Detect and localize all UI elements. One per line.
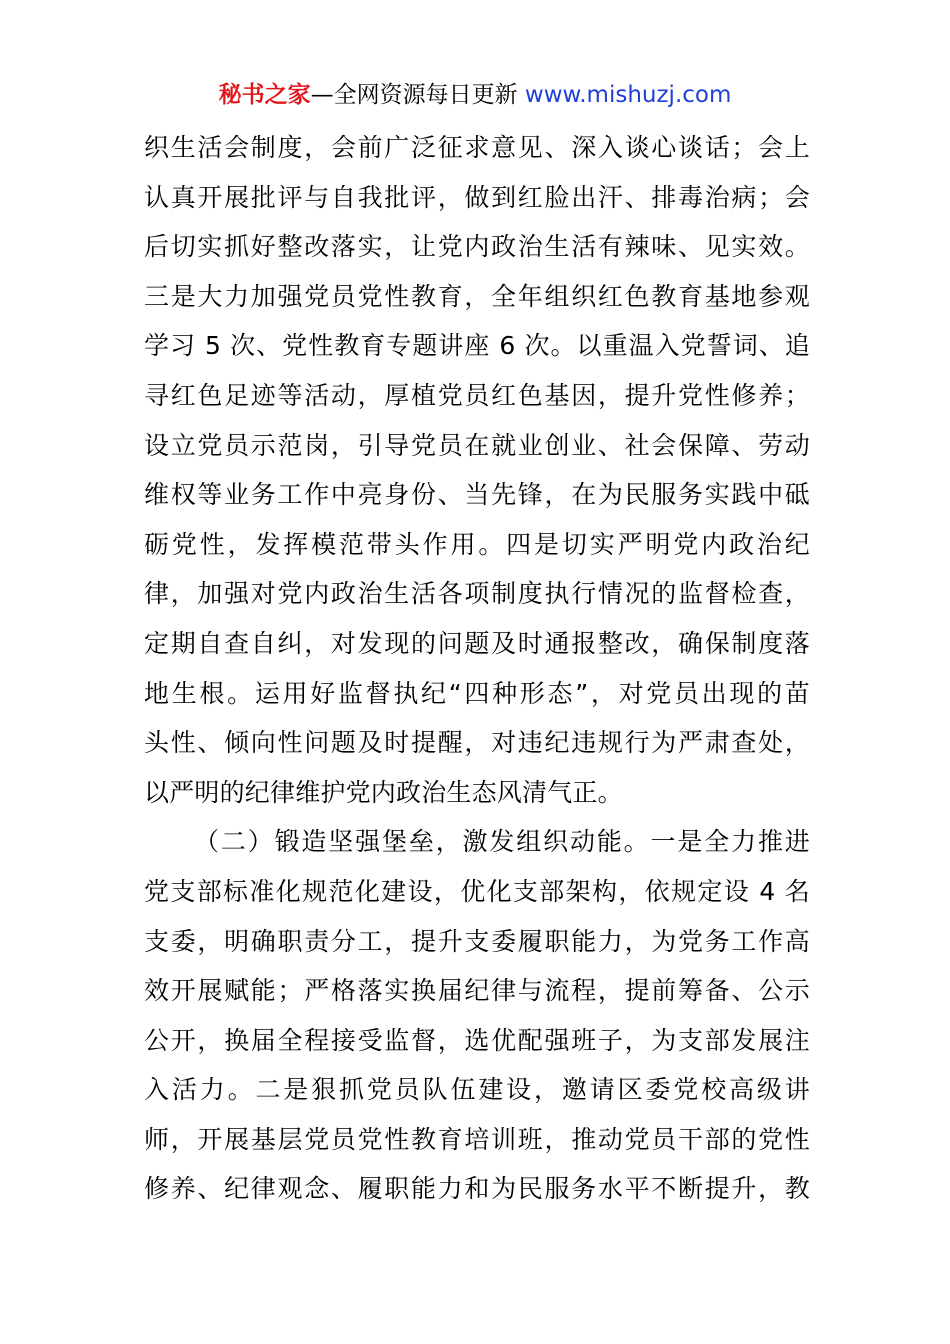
text-line: 三是大力加强党员党性教育，全年组织红色教育基地参观 bbox=[144, 281, 810, 311]
text-line: 入活力。二是狠抓党员队伍建设，邀请区委党校高级讲 bbox=[144, 1075, 810, 1105]
text-line: 织生活会制度，会前广泛征求意见、深入谈心谈话；会上 bbox=[144, 133, 810, 162]
text-line: 砺党性，发挥模范带头作用。四是切实严明党内政治纪 bbox=[144, 529, 810, 559]
text-line: 效开展赋能；严格落实换届纪律与流程，提前筹备、公示 bbox=[144, 976, 810, 1006]
text-line: 维权等业务工作中亮身份、当先锋，在为民服务实践中砥 bbox=[144, 480, 810, 510]
header-url: www.mishuzj.com bbox=[524, 82, 732, 108]
text-line: 定期自查自纠，对发现的问题及时通报整改，确保制度落 bbox=[144, 628, 810, 658]
body-text bbox=[144, 123, 810, 1214]
text-line: 支委，明确职责分工，提升支委履职能力，为党务工作高 bbox=[144, 926, 810, 956]
text-line: 后切实抓好整改落实，让党内政治生活有辣味、见实效。 bbox=[144, 232, 810, 262]
text-line: 以严明的纪律维护党内政治生态风清气正。 bbox=[144, 777, 623, 807]
text-line: 公开，换届全程接受监督，选优配强班子，为支部发展注 bbox=[144, 1025, 810, 1055]
text-line: 党支部标准化规范化建设，优化支部架构，依规定设 4 名 bbox=[144, 876, 810, 906]
text-line: 地生根。运用好监督执纪“四种形态”，对党员出现的苗 bbox=[144, 678, 810, 708]
header-brand: 秘书之家 bbox=[218, 82, 311, 108]
header-tagline: —全网资源每日更新 bbox=[310, 82, 525, 108]
text-line: 寻红色足迹等活动，厚植党员红色基因，提升党性修养； bbox=[144, 380, 810, 410]
text-line: 律，加强对党内政治生活各项制度执行情况的监督检查， bbox=[144, 579, 810, 609]
text-line: 修养、纪律观念、履职能力和为民服务水平不断提升，教 bbox=[144, 1174, 810, 1204]
text-line: 认真开展批评与自我批评，做到红脸出汗、排毒治病；会 bbox=[144, 182, 810, 212]
text-line: 学习 5 次、党性教育专题讲座 6 次。以重温入党誓词、追 bbox=[144, 331, 810, 361]
text-line: 头性、倾向性问题及时提醒，对违纪违规行为严肃查处， bbox=[144, 728, 810, 758]
text-line: 师，开展基层党员党性教育培训班，推动党员干部的党性 bbox=[144, 1124, 810, 1154]
text-line: （二）锻造坚强堡垒，激发组织动能。一是全力推进 bbox=[194, 827, 810, 857]
text-line: 设立党员示范岗，引导党员在就业创业、社会保障、劳动 bbox=[144, 430, 810, 460]
page-header bbox=[0, 80, 950, 110]
